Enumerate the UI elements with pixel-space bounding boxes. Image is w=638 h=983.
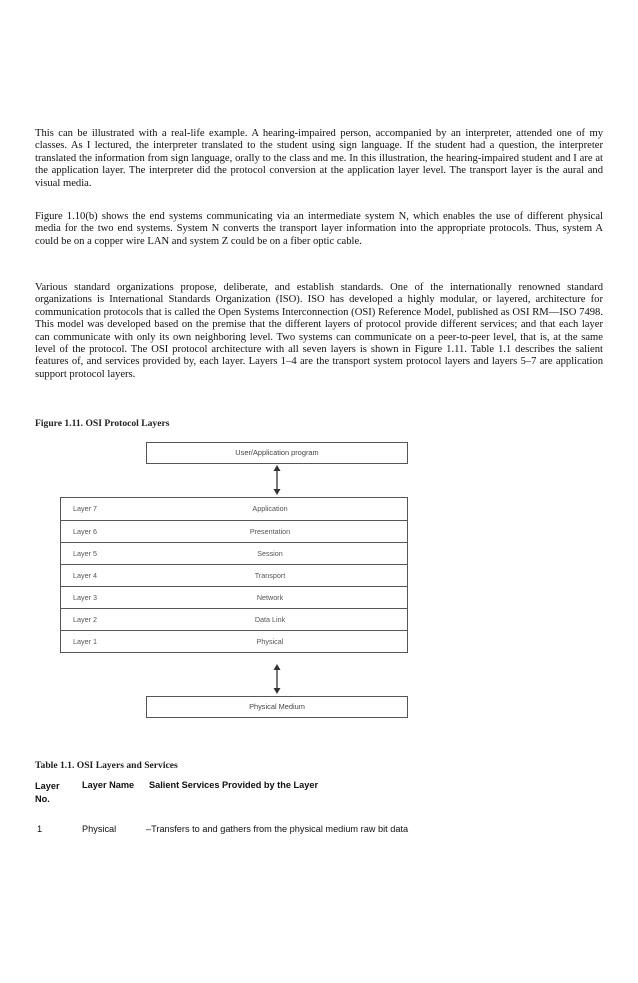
figure-caption: Figure 1.11. OSI Protocol Layers [35, 418, 170, 429]
layer-name: Application [252, 504, 288, 513]
layer-row [61, 520, 407, 542]
double-arrow-icon [270, 465, 284, 495]
table-cell-layer-no: 1 [37, 824, 43, 834]
user-application-box: User/Application program [146, 442, 408, 464]
double-arrow-icon [270, 664, 284, 694]
table-header-layer-no: Layer No. [35, 781, 60, 804]
paragraph-intermediate-system: Figure 1.10(b) shows the end systems communicating via an intermediate system N, which enables the use of different physical media for the two end systems. System N converts the transport layer information into the appropriate protocols. Thus, system A could be on a copper wire LAN and system Z could be on a fiber optic cable. [35, 211, 603, 247]
osi-layer-stack [60, 497, 408, 653]
table-cell-layer-name: Physical [82, 824, 117, 834]
layer-number: Layer 5 [73, 549, 97, 558]
physical-medium-box: Physical Medium [146, 696, 408, 718]
layer-row [61, 564, 407, 586]
layer-row [61, 542, 407, 564]
layer-name: Network [256, 593, 284, 602]
table-caption: Table 1.1. OSI Layers and Services [35, 760, 178, 771]
layer-name: Data Link [254, 615, 286, 624]
paragraph-interpreter-example: This can be illustrated with a real-life example. A hearing-impaired person, accompanied by an interpreter, attended one of my classes. As I lectured, the interpreter translated to the student using sign language. If the student had a question, the interpreter translated the information from sign language, orally to the class and me. In this illustration, the hearing-impaired student and I are at the application layer. The interpreter did the protocol conversion at the application layer level. The transport layer is the aural and visual media. [35, 128, 603, 189]
layer-number: Layer 3 [73, 593, 97, 602]
layer-row [61, 608, 407, 630]
table-header-layer-name: Layer Name [82, 780, 135, 790]
table-header-services: Salient Services Provided by the Layer [149, 780, 319, 790]
layer-row [61, 498, 407, 520]
layer-name: Physical [256, 637, 284, 646]
layer-number: Layer 6 [73, 527, 97, 536]
layer-name: Transport [254, 571, 286, 580]
paragraph-osi-standards: Various standard organizations propose, deliberate, and establish standards. One of the internationally renowned standard organizations is International Standards Organization (ISO). ISO has developed a highly modular, or layered, architecture for communication protocols that is called the Open Systems Interconnection (OSI) Reference Model, published as OSI RM—ISO 7498. This model was developed based on the premise that the different layers of protocol provide different services; and that each layer can communicate with only its own neighboring level. Two systems can communicate on a peer-to-peer level, that is, at the same level of the protocol. The OSI protocol architecture with all seven layers is shown in Figure 1.11. Table 1.1 describes the salient features of, and services provided by, each layer. Layers 1–4 are the transport system protocol layers and layers 5–7 are application support protocol layers. [35, 282, 603, 380]
table-cell-services: –Transfers to and gathers from the physical medium raw bit data [146, 824, 409, 834]
layer-number: Layer 2 [73, 615, 97, 624]
layer-number: Layer 4 [73, 571, 97, 580]
layer-number: Layer 7 [73, 504, 97, 513]
layer-name: Presentation [249, 527, 291, 536]
layer-name: Session [257, 549, 283, 558]
layer-row [61, 630, 407, 652]
layer-row [61, 586, 407, 608]
layer-number: Layer 1 [73, 637, 97, 646]
